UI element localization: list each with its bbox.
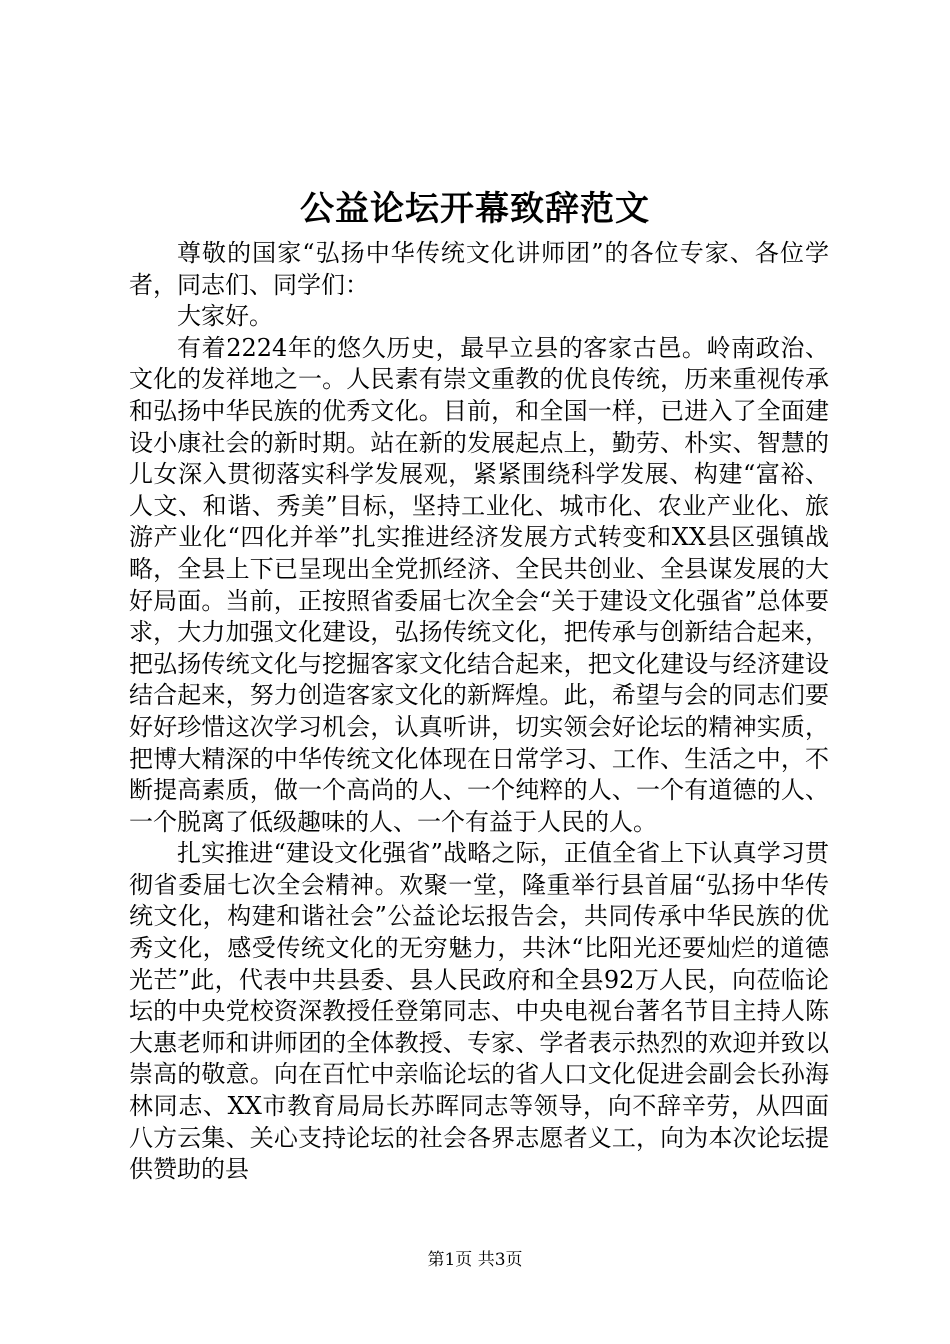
body-paragraph: 扎实推进“建设文化强省”战略之际，正值全省上下认真学习贯彻省委届七次全会精神。欢聚一堂，隆重举行县首届“弘扬中华传统文化，构建和谐社会”公益论坛报告会，共同传承中华民族的优秀文化，感受传统文化的无穷魅力，共沐“比阳光还要灿烂的道德光芒”此，代表中共县委、县人民政府和全县92万人民，向莅临论坛的中央党校资深教授任登第同志、中央电视台著名节目主持人陈大惠老师和讲师团的全体教授、专家、学者表示热烈的欢迎并致以崇高的敬意。向在百忙中亲临论坛的省人口文化促进会副会长孙海林同志、XX市教育局局长苏晖同志等领导，向不辞辛劳，从四面八方云集、关心支持论坛的社会各界志愿者义工，向为本次论坛提供赞助的县	[129, 839, 829, 1184]
greeting-paragraph: 大家好。	[177, 302, 273, 331]
page-footer: 第1页 共3页	[427, 1250, 523, 1270]
body-paragraph: 有着2224年的悠久历史，最早立县的客家古邑。岭南政治、文化的发祥地之一。人民素有崇文重教的优良传统，历来重视传承和弘扬中华民族的优秀文化。目前，和全国一样，已进入了全面建设小康社会的新时期。站在新的发展起点上，勤劳、朴实、智慧的儿女深入贯彻落实科学发展观，紧紧围绕科学发展、构建“富裕、人文、和谐、秀美”目标，坚持工业化、城市化、农业产业化、旅游产业化“四化并举”扎实推进经济发展方式转变和XX县区强镇战略，全县上下已呈现出全党抓经济、全民共创业、全县谋发展的大好局面。当前，正按照省委届七次全会“关于建设文化强省”总体要求，大力加强文化建设，弘扬传统文化，把传承与创新结合起来，把弘扬传统文化与挖掘客家文化结合起来，把文化建设与经济建设结合起来，努力创造客家文化的新辉煌。此，希望与会的同志们要好好珍惜这次学习机会，认真听讲，切实领会好论坛的精神实质，把博大精深的中华传统文化体现在日常学习、工作、生活之中，不断提高素质，做一个高尚的人、一个纯粹的人、一个有道德的人、一个脱离了低级趣味的人、一个有益于人民的人。	[129, 333, 829, 836]
document-title: 公益论坛开幕致辞范文	[300, 189, 650, 229]
salutation-paragraph: 尊敬的国家“弘扬中华传统文化讲师团”的各位专家、各位学者，同志们、同学们：	[129, 239, 829, 299]
document-body	[129, 238, 829, 1186]
